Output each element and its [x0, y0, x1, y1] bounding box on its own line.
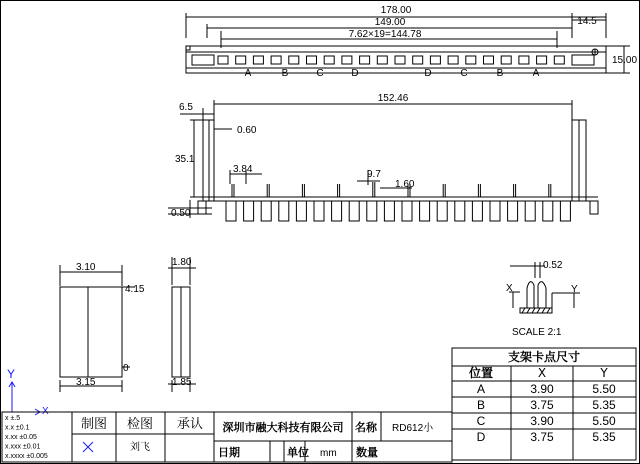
pin-leg: [279, 201, 289, 221]
pin-leg: [349, 201, 359, 221]
position-letter: A: [532, 68, 540, 79]
position-letter: B: [281, 68, 289, 79]
table-header: X: [537, 366, 547, 380]
dim-profile-right: 4.15: [125, 284, 145, 295]
dim-profile-bottom: 3.15: [76, 377, 96, 388]
dim-clip-width: 0.52: [543, 260, 563, 271]
tolerance-line: x.x ±0.1: [5, 424, 30, 432]
table-cell: B: [476, 398, 486, 412]
pin-leg: [525, 201, 535, 221]
pin-leg: [543, 201, 553, 221]
tb-qty-label: 数量: [356, 446, 378, 459]
pin-slot: [413, 56, 423, 64]
pin-leg: [472, 201, 482, 221]
tb-name-label: 名称: [355, 421, 377, 434]
top-view: [186, 13, 630, 73]
position-letter: C: [460, 68, 468, 79]
pin-slot: [360, 56, 370, 64]
pin-leg: [402, 201, 412, 221]
table-cell: D: [476, 430, 486, 444]
pin-slot: [289, 56, 299, 64]
tb-date-label: 日期: [218, 446, 240, 459]
table-cells: [468, 365, 616, 444]
table-cell: 3.90: [530, 382, 554, 396]
pin-slot: [236, 56, 246, 64]
dim-pin-width: 3.84: [233, 164, 253, 175]
tolerance-line: x.xxxx ±0.005: [5, 453, 48, 460]
pin-slot: [377, 56, 387, 64]
pin-slot: [307, 56, 317, 64]
pin-leg: [437, 201, 447, 221]
pin-slot: [430, 56, 440, 64]
dim-pin-tall: 9.7: [367, 169, 381, 180]
table-cell: 3.75: [530, 430, 554, 444]
table-cell: C: [476, 414, 486, 428]
dim-right-offset: 14.5: [577, 16, 597, 27]
pin-slot: [324, 56, 334, 64]
dim-profile-top: 3.10: [76, 262, 96, 273]
pin-leg: [244, 201, 254, 221]
pin-leg: [420, 201, 430, 221]
pin-leg: [332, 201, 342, 221]
pin-leg: [560, 201, 570, 221]
clip-axis-x: X: [506, 283, 513, 294]
clip-scale: SCALE 2:1: [512, 327, 562, 338]
tb-unit-value: mm: [320, 448, 337, 459]
pin-slot: [466, 56, 476, 64]
table-cell: 5.50: [592, 382, 616, 396]
table-title: 支架卡点尺寸: [507, 350, 581, 364]
axis-y-label: Y: [7, 367, 16, 381]
dim-height: 15.00: [612, 55, 638, 66]
table-cell: 5.35: [592, 398, 616, 412]
pin-leg: [367, 201, 377, 221]
table-cell: 5.50: [592, 414, 616, 428]
position-letter: B: [496, 68, 504, 79]
dim-overall: 178.00: [380, 5, 412, 16]
dim-profile-zero: 0: [123, 363, 129, 374]
pin-slot: [448, 56, 458, 64]
axis-x-label: X: [42, 406, 49, 417]
table-header: Y: [600, 366, 608, 380]
table-cell: A: [476, 382, 486, 396]
pin-leg: [261, 201, 271, 221]
dim-pitch: 7.62×19=144.78: [348, 29, 422, 40]
tolerance-line: x ±.5: [5, 415, 21, 422]
clip-axis-y: Y: [571, 284, 578, 295]
tb-x-mark: [83, 442, 93, 452]
dim-thickness: 0.60: [237, 125, 257, 136]
tb-unit-label: 单位: [287, 446, 309, 459]
dim-length: 152.46: [377, 93, 409, 104]
pin-slots: [218, 56, 564, 64]
dim-profile2-top: 1.80: [172, 257, 192, 268]
pin-leg: [490, 201, 500, 221]
tb-approve: 承认: [176, 417, 204, 432]
pin-slot: [342, 56, 352, 64]
position-letter: D: [424, 68, 432, 79]
pin-leg: [455, 201, 465, 221]
tb-check: 检图: [126, 417, 154, 432]
pin-slot: [218, 56, 228, 64]
pin-slot: [554, 56, 564, 64]
pin-slot: [271, 56, 281, 64]
right-lock-slot: [572, 55, 594, 65]
dim-height-35: 35.1: [175, 154, 195, 165]
pin-leg: [296, 201, 306, 221]
pin-slot: [519, 56, 529, 64]
tb-drafter: 刘飞: [130, 442, 150, 453]
table-header: 位置: [468, 366, 494, 380]
pin-leg: [508, 201, 518, 221]
side-view: [168, 100, 598, 221]
pin-slot: [395, 56, 405, 64]
axes-icon: [9, 382, 40, 415]
left-lock-slot: [192, 55, 214, 65]
pin-profile-right: [168, 257, 196, 392]
tolerance-line: x.xx ±0.05: [5, 434, 37, 441]
tb-company: 深圳市融大科技有限公司: [222, 421, 344, 434]
position-letter: D: [351, 68, 359, 79]
pin-slot: [501, 56, 511, 64]
table-cell: 3.90: [530, 414, 554, 428]
position-letter: A: [244, 68, 252, 79]
dim-base: 0.50: [171, 208, 191, 219]
tolerance-line: x.xxx ±0.01: [5, 443, 41, 451]
pin-slot: [484, 56, 494, 64]
pin-leg: [226, 201, 236, 221]
table-cell: 5.35: [592, 430, 616, 444]
tb-name-value: RD612小: [392, 423, 434, 434]
pin-slot: [253, 56, 263, 64]
dim-left-offset: 6.5: [179, 102, 193, 113]
dim-profile2-bottom: 1.85: [172, 377, 192, 388]
dim-pin-gap: 1.60: [395, 179, 415, 190]
tolerance-list: [5, 415, 48, 460]
pin-leg: [314, 201, 324, 221]
pin-slot: [537, 56, 547, 64]
table-cell: 3.75: [530, 398, 554, 412]
dim-inner: 149.00: [374, 17, 406, 28]
position-letter: C: [316, 68, 324, 79]
pin-leg: [384, 201, 394, 221]
tb-draw: 制图: [80, 417, 108, 432]
